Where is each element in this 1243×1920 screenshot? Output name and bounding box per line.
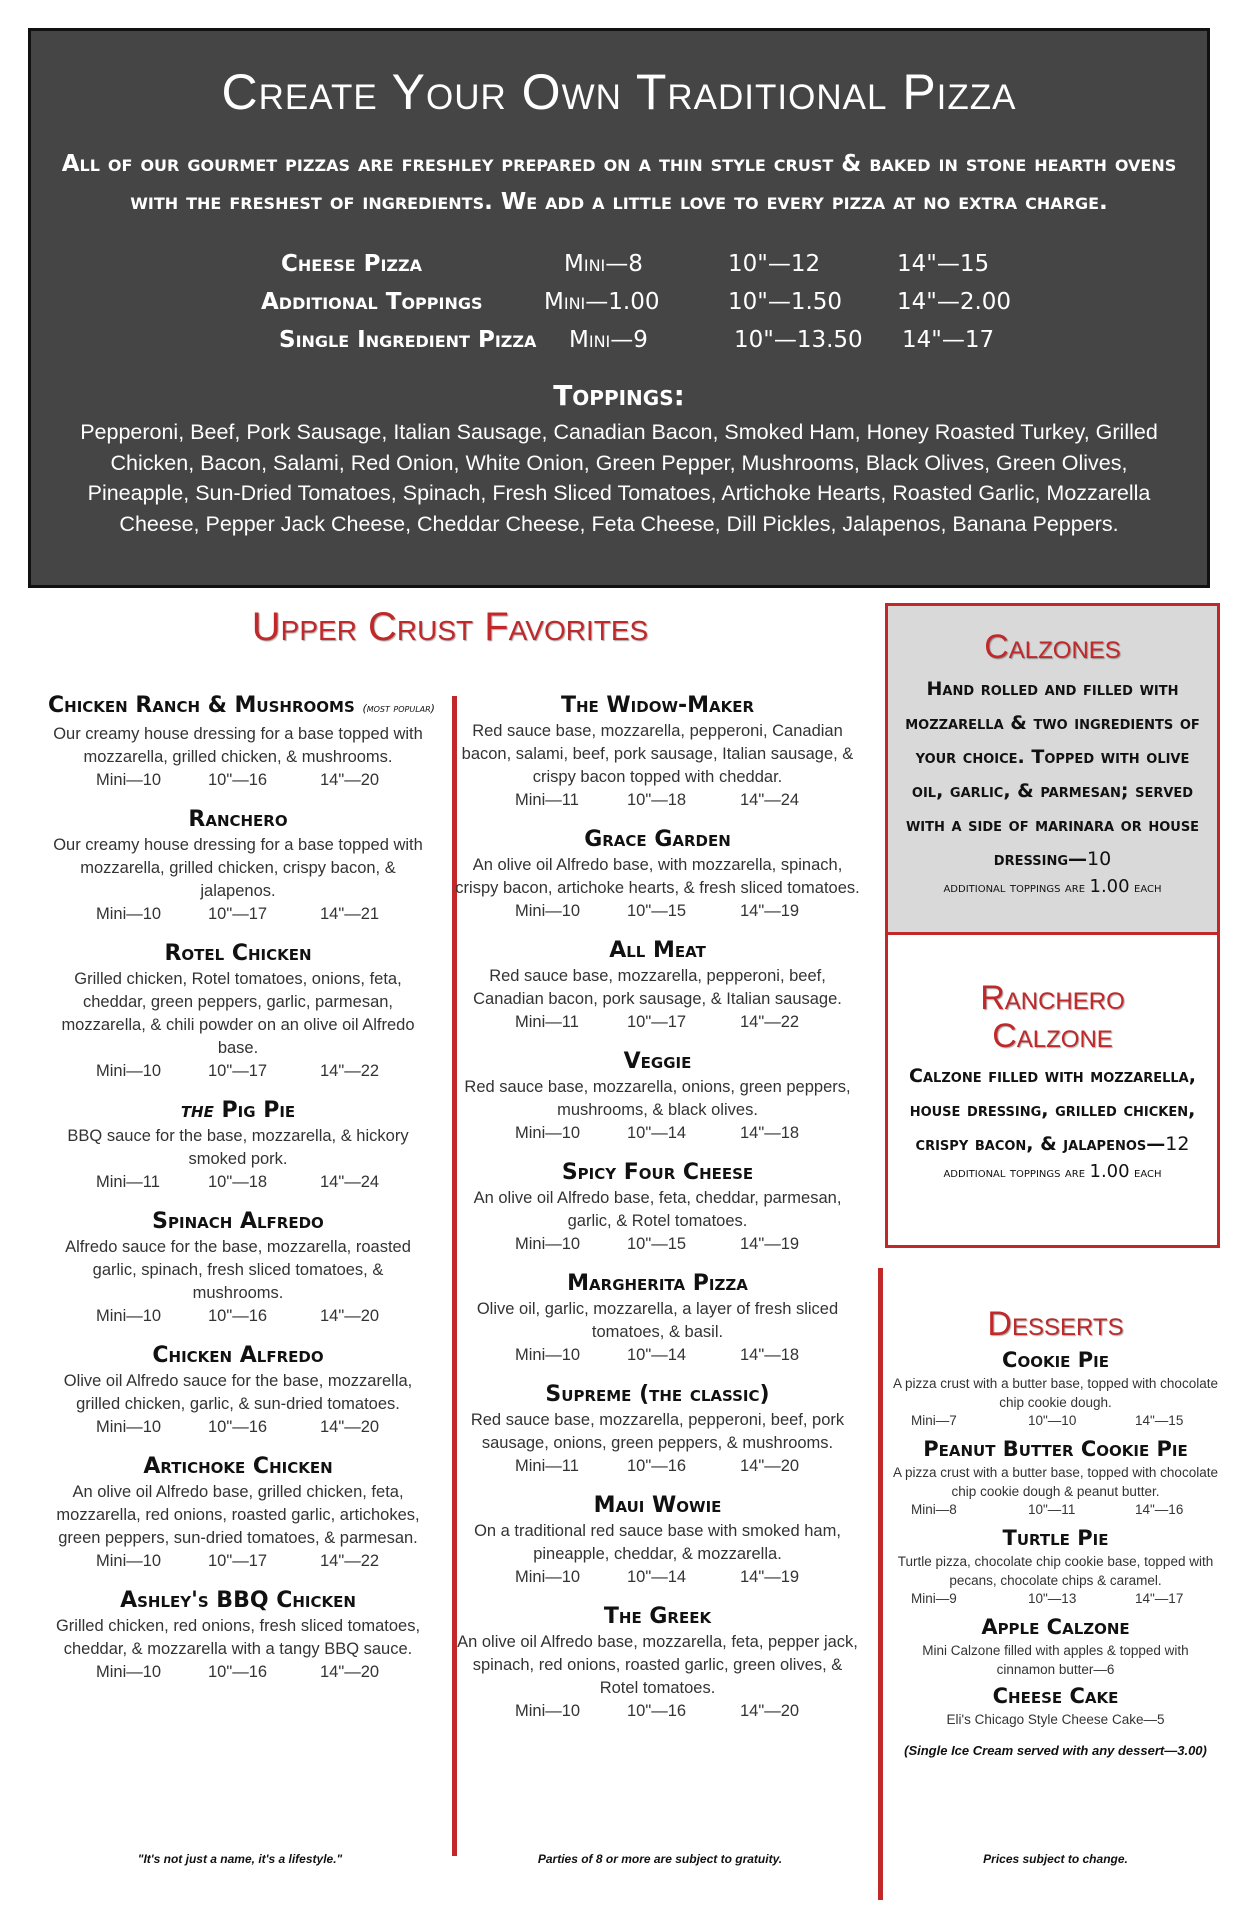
menu-item-prices bbox=[455, 1122, 860, 1145]
price-10-inch: 10"—1.50 bbox=[728, 289, 843, 315]
price-mini: Mini—7 bbox=[911, 1413, 957, 1428]
menu-item-name bbox=[455, 1492, 860, 1520]
dessert-prices bbox=[893, 1412, 1218, 1432]
menu-item-title: Artichoke Chicken bbox=[143, 1454, 333, 1479]
price-row-name: Additional Toppings bbox=[261, 289, 483, 315]
favorites-column-1 bbox=[48, 692, 435, 1698]
menu-item-title: Maui Wowie bbox=[593, 1493, 722, 1518]
price-14-inch: 14"—19 bbox=[740, 1568, 800, 1586]
menu-item bbox=[48, 940, 428, 1083]
dessert-item bbox=[893, 1436, 1218, 1521]
price-14-inch: 14"—15 bbox=[1135, 1413, 1184, 1428]
menu-item bbox=[48, 692, 435, 792]
menu-item-name bbox=[455, 1270, 860, 1298]
price-mini: Mini—9 bbox=[569, 327, 648, 353]
menu-item-description: An olive oil Alfredo base, grilled chicken, feta, mozzarella, red onions, roasted garlic, artichokes, green peppers, sun-dried tomatoes, & parmesan. bbox=[56, 1483, 420, 1547]
menu-item-description: Our creamy house dressing for a base topped with mozzarella, grilled chicken, crispy bacon, & jalapenos. bbox=[53, 836, 423, 900]
menu-item-description: An olive oil Alfredo base, feta, cheddar, parmesan, garlic, & Rotel tomatoes. bbox=[473, 1189, 842, 1230]
price-14-inch: 14"—17 bbox=[902, 327, 995, 353]
footer-prices-note: Prices subject to change. bbox=[983, 1852, 1128, 1866]
menu-item-title: Ranchero bbox=[188, 807, 288, 832]
menu-item bbox=[455, 1270, 860, 1367]
menu-item-name bbox=[455, 1381, 860, 1409]
toppings-heading: Toppings: bbox=[553, 379, 685, 412]
menu-item-description: Our creamy house dressing for a base topped with mozzarella, grilled chicken, & mushrooms. bbox=[53, 725, 423, 766]
dessert-description: A pizza crust with a butter base, topped with chocolate chip cookie dough & peanut butter. bbox=[893, 1465, 1218, 1499]
menu-item-prices bbox=[455, 1455, 860, 1478]
price-mini: Mini—10 bbox=[515, 1124, 581, 1142]
menu-item-name bbox=[48, 940, 428, 968]
menu-item-description: Red sauce base, mozzarella, pepperoni, beef, pork sausage, onions, green peppers, & mushrooms. bbox=[470, 1411, 845, 1452]
price-10-inch: 10"—15 bbox=[627, 902, 687, 920]
menu-item bbox=[455, 1603, 860, 1723]
intro-line-1: All of our gourmet pizzas are freshley prepared on a thin style crust & baked in stone hearth ovens bbox=[61, 151, 1177, 177]
price-mini: Mini—8 bbox=[564, 251, 643, 277]
additional-suffix: each bbox=[1134, 1165, 1162, 1181]
menu-item-description: An olive oil Alfredo base, with mozzarella, spinach, crispy bacon, artichoke hearts, & fresh sliced tomatoes. bbox=[455, 856, 860, 897]
desserts-divider bbox=[878, 1268, 883, 1900]
menu-item bbox=[48, 1208, 428, 1328]
price-14-inch: 14"—18 bbox=[740, 1124, 800, 1142]
price-10-inch: 10"—18 bbox=[627, 791, 687, 809]
ranchero-calzone-box bbox=[885, 935, 1220, 1248]
menu-item-prices bbox=[455, 789, 860, 812]
ice-cream-note: (Single Ice Cream served with any dessert—3.00) bbox=[904, 1743, 1207, 1758]
price-10-inch: 10"—13 bbox=[1028, 1591, 1077, 1606]
menu-item-title: Spinach Alfredo bbox=[152, 1209, 324, 1234]
menu-item-prices bbox=[455, 1700, 860, 1723]
price-10-inch: 10"—16 bbox=[208, 771, 268, 789]
price-mini: Mini—8 bbox=[911, 1502, 957, 1517]
price-10-inch: 10"—16 bbox=[208, 1418, 268, 1436]
price-mini: Mini—11 bbox=[96, 1173, 160, 1191]
menu-item-prices bbox=[48, 1661, 428, 1684]
price-14-inch: 14"—19 bbox=[740, 902, 800, 920]
menu-item-prices bbox=[48, 1305, 428, 1328]
menu-item-title: Pig Pie bbox=[221, 1098, 296, 1123]
menu-item-description: Grilled chicken, Rotel tomatoes, onions, feta, cheddar, green peppers, garlic, parmesan, mozzarella, & chili powder on an olive oil Alfredo base. bbox=[61, 970, 415, 1057]
ranchero-calzone-title-2: Calzone bbox=[992, 1017, 1113, 1055]
price-10-inch: 10"—14 bbox=[627, 1124, 687, 1142]
calzones-additional bbox=[888, 876, 1217, 897]
menu-item-name bbox=[455, 826, 860, 854]
price-10-inch: 10"—16 bbox=[627, 1702, 687, 1720]
price-10-inch: 10"—17 bbox=[208, 905, 268, 923]
menu-item-description: An olive oil Alfredo base, mozzarella, feta, pepper jack, spinach, red onions, roasted garlic, green olives, & Rotel tomatoes. bbox=[457, 1633, 858, 1697]
dessert-item bbox=[893, 1525, 1218, 1610]
price-10-inch: 10"—14 bbox=[627, 1568, 687, 1586]
price-14-inch: 14"—21 bbox=[320, 905, 380, 923]
ranchero-calzone-price: 12 bbox=[1165, 1133, 1190, 1155]
price-mini: Mini—10 bbox=[515, 1235, 581, 1253]
dessert-description: Mini Calzone filled with apples & topped with cinnamon butter—6 bbox=[922, 1643, 1189, 1677]
menu-item-description: BBQ sauce for the base, mozzarella, & hickory smoked pork. bbox=[67, 1127, 409, 1168]
price-10-inch: 10"—13.50 bbox=[734, 327, 863, 353]
price-10-inch: 10"—11 bbox=[1028, 1502, 1076, 1517]
price-14-inch: 14"—22 bbox=[320, 1062, 380, 1080]
price-14-inch: 14"—15 bbox=[897, 251, 990, 277]
page-title: Create Your Own Traditional Pizza bbox=[221, 64, 1017, 120]
price-mini: Mini—10 bbox=[96, 1663, 162, 1681]
menu-item-name bbox=[48, 1342, 428, 1370]
menu-item-prices bbox=[48, 769, 428, 792]
price-mini: Mini—9 bbox=[911, 1591, 957, 1606]
price-14-inch: 14"—19 bbox=[740, 1235, 800, 1253]
price-row-name: Single Ingredient Pizza bbox=[279, 327, 537, 353]
price-10-inch: 10"—14 bbox=[627, 1346, 687, 1364]
menu-item-prices bbox=[48, 1171, 428, 1194]
menu-item bbox=[455, 826, 860, 923]
menu-item bbox=[455, 1048, 860, 1145]
price-10-inch: 10"—18 bbox=[208, 1173, 268, 1191]
dessert-item bbox=[893, 1347, 1218, 1432]
menu-item-prices bbox=[48, 1060, 428, 1083]
menu-item-description: Alfredo sauce for the base, mozzarella, roasted garlic, spinach, fresh sliced tomatoes, & mushrooms. bbox=[65, 1238, 411, 1302]
price-row-single-ingredient bbox=[31, 327, 1207, 361]
calzones-body: Hand rolled and filled with mozzarella & two ingredients of your choice. Topped with olive oil, garlic, & parmesan; served with a side of marinara or house dressing— bbox=[905, 678, 1200, 870]
price-10-inch: 10"—16 bbox=[208, 1663, 268, 1681]
menu-item-name bbox=[455, 1159, 860, 1187]
price-10-inch: 10"—17 bbox=[627, 1013, 687, 1031]
menu-item-title: The Widow-Maker bbox=[560, 693, 755, 718]
menu-item bbox=[48, 806, 428, 926]
menu-item bbox=[455, 937, 860, 1034]
price-mini: Mini—10 bbox=[96, 1062, 162, 1080]
menu-item-name bbox=[455, 937, 860, 965]
menu-item-prices bbox=[455, 900, 860, 923]
additional-price: 1.00 bbox=[1089, 1161, 1130, 1182]
menu-item-name bbox=[48, 1453, 428, 1481]
menu-item-title: Rotel Chicken bbox=[164, 941, 312, 966]
ranchero-calzone-title-1: Ranchero bbox=[980, 979, 1125, 1017]
menu-item-prices bbox=[455, 1233, 860, 1256]
price-row-name: Cheese Pizza bbox=[281, 251, 422, 277]
menu-item-name bbox=[48, 692, 435, 723]
menu-item-note: (most popular) bbox=[362, 702, 435, 715]
additional-label: additional toppings are bbox=[943, 880, 1086, 896]
menu-item bbox=[455, 1381, 860, 1478]
calzones-box bbox=[885, 603, 1220, 935]
calzones-price: 10 bbox=[1087, 848, 1112, 870]
intro-line-2: with the freshest of ingredients. We add a little love to every pizza at no extra charge. bbox=[130, 189, 1108, 215]
price-mini: Mini—10 bbox=[515, 1702, 581, 1720]
price-10-inch: 10"—10 bbox=[1028, 1413, 1077, 1428]
calzones-title: Calzones bbox=[984, 628, 1121, 666]
price-14-inch: 14"—18 bbox=[740, 1346, 800, 1364]
menu-item-title: All Meat bbox=[609, 938, 706, 963]
dessert-name: Cheese Cake bbox=[992, 1684, 1119, 1708]
menu-item-description: Red sauce base, mozzarella, onions, green peppers, mushrooms, & black olives. bbox=[464, 1078, 851, 1119]
additional-price: 1.00 bbox=[1089, 876, 1130, 897]
footer-slogan: "It's not just a name, it's a lifestyle." bbox=[137, 1852, 343, 1866]
footer-gratuity-note: Parties of 8 or more are subject to gratuity. bbox=[537, 1852, 783, 1866]
desserts-title: Desserts bbox=[987, 1305, 1124, 1343]
price-10-inch: 10"—17 bbox=[208, 1062, 268, 1080]
menu-item-title: Chicken Ranch & Mushrooms bbox=[48, 693, 355, 718]
menu-item-description: Red sauce base, mozzarella, pepperoni, beef, Canadian bacon, pork sausage, & Italian sausage. bbox=[473, 967, 842, 1008]
dessert-description: Turtle pizza, chocolate chip cookie base, topped with pecans, chocolate chips & caramel. bbox=[897, 1554, 1214, 1588]
menu-item-name bbox=[455, 1603, 860, 1631]
menu-item-title: Grace Garden bbox=[584, 827, 731, 852]
menu-item-description: Red sauce base, mozzarella, pepperoni, Canadian bacon, salami, beef, pork sausage, Italian sausage, & crispy bacon topped with cheddar. bbox=[461, 722, 854, 786]
menu-item-name bbox=[455, 1048, 860, 1076]
additional-label: additional toppings are bbox=[943, 1165, 1086, 1181]
price-mini: Mini—10 bbox=[96, 1307, 162, 1325]
menu-item-description: Olive oil Alfredo sauce for the base, mozzarella, grilled chicken, garlic, & sun-dried tomatoes. bbox=[63, 1372, 413, 1413]
price-mini: Mini—10 bbox=[96, 771, 162, 789]
price-mini: Mini—10 bbox=[96, 1552, 162, 1570]
price-14-inch: 14"—20 bbox=[740, 1702, 800, 1720]
menu-item bbox=[48, 1587, 428, 1684]
price-14-inch: 14"—22 bbox=[740, 1013, 800, 1031]
menu-item-prices bbox=[455, 1011, 860, 1034]
dessert-prices bbox=[893, 1501, 1218, 1521]
dessert-name: Apple Calzone bbox=[981, 1615, 1130, 1639]
menu-item-prices bbox=[48, 903, 428, 926]
ranchero-calzone-additional bbox=[888, 1161, 1217, 1182]
price-14-inch: 14"—24 bbox=[740, 791, 800, 809]
price-mini: Mini—11 bbox=[515, 1013, 579, 1031]
menu-item-name bbox=[48, 1208, 428, 1236]
price-14-inch: 14"—22 bbox=[320, 1552, 380, 1570]
dessert-prices bbox=[893, 1590, 1218, 1610]
menu-item bbox=[48, 1453, 428, 1573]
price-10-inch: 10"—16 bbox=[627, 1457, 687, 1475]
menu-item-title: Veggie bbox=[623, 1049, 692, 1074]
price-14-inch: 14"—20 bbox=[320, 1307, 380, 1325]
price-mini: Mini—1.00 bbox=[544, 289, 660, 315]
menu-item bbox=[48, 1342, 428, 1439]
price-10-inch: 10"—12 bbox=[728, 251, 821, 277]
calzones-description bbox=[902, 672, 1203, 876]
menu-item-description: On a traditional red sauce base with smoked ham, pineapple, cheddar, & mozzarella. bbox=[474, 1522, 841, 1563]
menu-item-description: Olive oil, garlic, mozzarella, a layer of fresh sliced tomatoes, & basil. bbox=[476, 1300, 839, 1341]
menu-item-description: Grilled chicken, red onions, fresh sliced tomatoes, cheddar, & mozzarella with a tangy BBQ sauce. bbox=[55, 1617, 421, 1658]
dessert-name: Cookie Pie bbox=[1002, 1348, 1109, 1372]
price-14-inch: 14"—20 bbox=[740, 1457, 800, 1475]
price-mini: Mini—10 bbox=[515, 1346, 581, 1364]
menu-item-title: Margherita Pizza bbox=[567, 1271, 748, 1296]
dessert-item bbox=[893, 1614, 1218, 1679]
menu-item bbox=[455, 1159, 860, 1256]
price-14-inch: 14"—24 bbox=[320, 1173, 380, 1191]
menu-item-title: The Greek bbox=[603, 1604, 712, 1629]
dessert-name: Turtle Pie bbox=[1002, 1526, 1109, 1550]
additional-suffix: each bbox=[1134, 880, 1162, 896]
favorites-title: Upper Crust Favorites bbox=[251, 605, 649, 649]
menu-item-prices bbox=[48, 1550, 428, 1573]
price-mini: Mini—10 bbox=[515, 1568, 581, 1586]
menu-item-prices bbox=[48, 1416, 428, 1439]
favorites-column-2 bbox=[455, 692, 860, 1737]
price-row-additional-toppings bbox=[31, 289, 1207, 323]
menu-item bbox=[455, 692, 860, 812]
menu-item-prices bbox=[455, 1566, 860, 1589]
menu-item-name bbox=[48, 1097, 428, 1125]
price-14-inch: 14"—17 bbox=[1135, 1591, 1184, 1606]
price-row-cheese-pizza bbox=[31, 251, 1207, 285]
menu-item bbox=[48, 1097, 428, 1194]
price-10-inch: 10"—15 bbox=[627, 1235, 687, 1253]
menu-item-name-prefix: the bbox=[180, 1098, 214, 1123]
price-mini: Mini—10 bbox=[96, 905, 162, 923]
menu-item-title: Chicken Alfredo bbox=[152, 1343, 324, 1368]
menu-item-name bbox=[455, 692, 860, 720]
price-14-inch: 14"—16 bbox=[1135, 1502, 1184, 1517]
toppings-list: Pepperoni, Beef, Pork Sausage, Italian Sausage, Canadian Bacon, Smoked Ham, Honey Roasted Turkey, Grilled Chicken, Bacon, Salami, Red Onion, White Onion, Green Pepper, Mushrooms, Black Olives, Green Olives, Pineapple, Sun-Dried Tomatoes, Spinach, Fresh Sliced Tomatoes, Artichoke Hearts, Roasted Garlic, Mozzarella Cheese, Pepper Jack Cheese, Cheddar Cheese, Feta Cheese, Dill Pickles, Jalapenos, Banana Peppers. bbox=[80, 420, 1158, 536]
create-your-own-panel bbox=[28, 28, 1210, 588]
price-10-inch: 10"—16 bbox=[208, 1307, 268, 1325]
price-14-inch: 14"—20 bbox=[320, 1663, 380, 1681]
ranchero-calzone-body: Calzone filled with mozzarella, house dressing, grilled chicken, crispy bacon, & jalapenos— bbox=[909, 1065, 1196, 1155]
dessert-description: Eli's Chicago Style Cheese Cake—5 bbox=[946, 1712, 1165, 1727]
desserts-section bbox=[893, 1305, 1218, 1758]
price-10-inch: 10"—17 bbox=[208, 1552, 268, 1570]
price-mini: Mini—10 bbox=[96, 1418, 162, 1436]
menu-item-title: Ashley's BBQ Chicken bbox=[120, 1588, 356, 1613]
ranchero-calzone-description bbox=[898, 1059, 1207, 1161]
dessert-list bbox=[893, 1347, 1218, 1729]
price-mini: Mini—11 bbox=[515, 791, 579, 809]
dessert-description: A pizza crust with a butter base, topped with chocolate chip cookie dough. bbox=[893, 1376, 1218, 1410]
price-mini: Mini—10 bbox=[515, 902, 581, 920]
dessert-item bbox=[893, 1683, 1218, 1729]
dessert-name: Peanut Butter Cookie Pie bbox=[923, 1437, 1188, 1461]
menu-item-prices bbox=[455, 1344, 860, 1367]
menu-item-name bbox=[48, 1587, 428, 1615]
price-14-inch: 14"—20 bbox=[320, 1418, 380, 1436]
price-14-inch: 14"—2.00 bbox=[897, 289, 1012, 315]
price-14-inch: 14"—20 bbox=[320, 771, 380, 789]
menu-item-name bbox=[48, 806, 428, 834]
menu-item-title: Spicy Four Cheese bbox=[561, 1160, 754, 1185]
menu-item bbox=[455, 1492, 860, 1589]
price-mini: Mini—11 bbox=[515, 1457, 579, 1475]
menu-item-title: Supreme (the classic) bbox=[545, 1382, 770, 1407]
